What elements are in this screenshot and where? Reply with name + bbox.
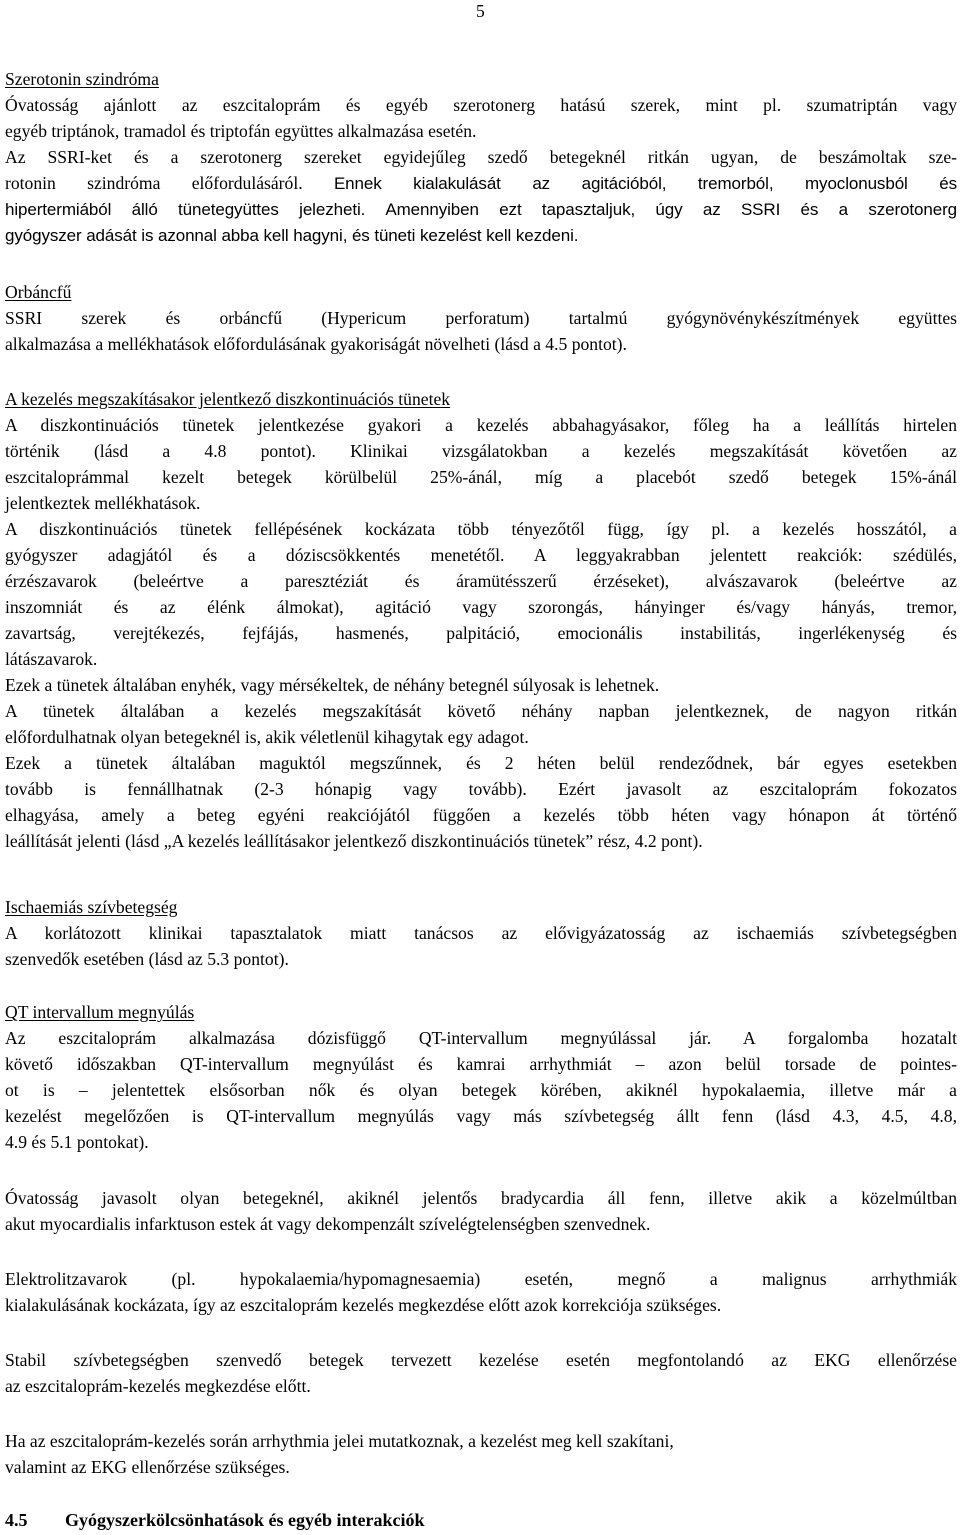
serotonin-line-4 [5, 172, 957, 195]
ekg-line-2: az eszcitaloprám-kezelés megkezdése előtt. [5, 1376, 311, 1396]
qt-heading: QT intervallum megnyúlás [5, 1002, 195, 1022]
qt-line-1: Az eszcitaloprám alkalmazása dózisfüggő QT-intervallum megnyúlással jár. A forgalomba hozatalt [5, 1028, 957, 1048]
bradycardia-line-2: akut myocardialis infarktuson estek át vagy dekompenzált szívelégtelenségben szenvednek. [5, 1214, 651, 1234]
ekg-line-1: Stabil szívbetegségben szenvedő betegek tervezett kezelése esetén megfontolandó az EKG ellenőrzése [5, 1350, 957, 1370]
discontinuation-line-14: Ezek a tünetek általában maguktól megszűnnek, és 2 héten belül rendeződnek, bár egyes esetekben [5, 753, 957, 773]
discontinuation-line-8: inszomniát és az élénk álmokat), agitáció vagy szorongás, hányinger és/vagy hányás, tremor, [5, 597, 957, 617]
discontinuation-line-9: zavartság, verejtékezés, fejfájás, hasmenés, palpitáció, emocionális instabilitás, ingerlékenység és [5, 623, 957, 643]
orbancfu-line-2: alkalmazása a mellékhatások előfordulásának gyakoriságát növelheti (lásd a 4.5 pontot). [5, 334, 627, 354]
bradycardia-line-1: Óvatosság javasolt olyan betegeknél, akiknél jelentős bradycardia áll fenn, illetve akik a közelmúltban [5, 1188, 957, 1208]
ischemic-line-2: szenvedők esetében (lásd az 5.3 pontot). [5, 949, 289, 969]
orbancfu-line-1: SSRI szerek és orbáncfű (Hypericum perforatum) tartalmú gyógynövénykészítmények együttes [5, 308, 957, 328]
discontinuation-line-3: eszcitaloprámmal kezelt betegek körülbelül 25%-ánál, míg a placebót szedő betegek 15%-ánál [5, 467, 957, 487]
serotonin-line-5b: Amennyiben ezt tapasztaljuk, úgy az SSRI és a szerotonerg [385, 200, 957, 219]
serotonin-line-6: gyógyszer adását is azonnal abba kell hagyni, és tüneti kezelést kell kezdeni. [5, 226, 579, 245]
electrolyte-line-2: kialakulásának kockázata, így az eszcitaloprám kezelés megkezdése előtt azok korrekciója szükséges. [5, 1295, 722, 1315]
discontinuation-line-6: gyógyszer adagjától és a dóziscsökkentés menetétől. A leggyakrabban jelentett reakciók: szédülés, [5, 545, 957, 565]
page-number: 5 [476, 1, 485, 21]
discontinuation-line-5: A diszkontinuációs tünetek fellépésének kockázata több tényezőtől függ, így pl. a kezelés hosszától, a [5, 519, 957, 539]
ischemic-line-1: A korlátozott klinikai tapasztalatok miatt tanácsos az elővigyázatosság az ischaemiás szívbetegségben [5, 923, 957, 943]
discontinuation-heading: A kezelés megszakításakor jelentkező diszkontinuációs tünetek [5, 389, 451, 409]
section-number: 4.5 [5, 1510, 28, 1530]
qt-line-5: 4.9 és 5.1 pontokat). [5, 1132, 149, 1152]
serotonin-line-4b: Ennek kialakulását az agitációból, tremorból, myoclonusból és [333, 174, 958, 193]
discontinuation-line-16: elhagyása, amely a beteg egyéni reakciójától függően a kezelés több héten vagy hónapon át történő [5, 805, 957, 825]
discontinuation-line-7: érzészavarok (beleértve a paresztéziát és áramütésszerű érzéseket), alvászavarok (beleértve az [5, 571, 957, 591]
arrhythmia-line-2: valamint az EKG ellenőrzése szükséges. [5, 1457, 290, 1477]
serotonin-line-5 [5, 198, 957, 221]
discontinuation-line-10: látászavarok. [5, 649, 98, 669]
serotonin-line-2: egyéb triptánok, tramadol és triptofán együttes alkalmazása esetén. [5, 121, 477, 141]
section-heading [5, 1508, 425, 1532]
ischemic-heading: Ischaemiás szívbetegség [5, 897, 178, 917]
discontinuation-line-17: leállítását jelenti (lásd „A kezelés leállításakor jelentkező diszkontinuációs tünetek” rész, 4.2 pont). [5, 831, 703, 851]
serotonin-line-5a: hipertermiából álló tünetegyüttes jelezheti. [5, 200, 366, 219]
discontinuation-line-1: A diszkontinuációs tünetek jelentkezése gyakori a kezelés abbahagyásakor, főleg ha a leállítás hirtelen [5, 415, 957, 435]
serotonin-line-1: Óvatosság ajánlott az eszcitaloprám és egyéb szerotonerg hatású szerek, mint pl. szumatriptán vagy [5, 95, 957, 115]
discontinuation-line-2: történik (lásd a 4.8 pontot). Klinikai vizsgálatokban a kezelés megszakítását követően az [5, 441, 957, 461]
discontinuation-line-11: Ezek a tünetek általában enyhék, vagy mérsékeltek, de néhány betegnél súlyosak is lehetnek. [5, 675, 660, 695]
discontinuation-line-12: A tünetek általában a kezelés megszakítását követő néhány napban jelentkeznek, de nagyon ritkán [5, 701, 957, 721]
orbancfu-heading: Orbáncfű [5, 282, 72, 302]
discontinuation-line-13: előfordulhatnak olyan betegeknél is, akik véletlenül kihagytak egy adagot. [5, 727, 529, 747]
serotonin-line-4a: rotonin szindróma előfordulásáról. [5, 173, 303, 193]
serotonin-line-3: Az SSRI-ket és a szerotonerg szereket egyidejűleg szedő betegeknél ritkán ugyan, de beszámoltak sze- [5, 147, 957, 167]
serotonin-heading: Szerotonin szindróma [5, 69, 159, 89]
qt-line-4: kezelést megelőzően is QT-intervallum megnyúlás vagy más szívbetegség állt fenn (lásd 4.3, 4.5, 4.8, [5, 1106, 957, 1126]
section-title: Gyógyszerkölcsönhatások és egyéb interakciók [65, 1510, 425, 1530]
discontinuation-line-15: tovább is fennállhatnak (2-3 hónapig vagy tovább). Ezért javasolt az eszcitaloprám fokozatos [5, 779, 957, 799]
qt-line-2: követő időszakban QT-intervallum megnyúlást és kamrai arrhythmiát – azon belül torsade de pointes- [5, 1054, 957, 1074]
qt-line-3: ot is – jelentettek elsősorban nők és olyan betegek körében, akiknél hypokalaemia, illetve már a [5, 1080, 957, 1100]
arrhythmia-line-1: Ha az eszcitaloprám-kezelés során arrhythmia jelei mutatkoznak, a kezelést meg kell szakítani, [5, 1431, 674, 1451]
electrolyte-line-1: Elektrolitzavarok (pl. hypokalaemia/hypomagnesaemia) esetén, megnő a malignus arrhythmiák [5, 1269, 957, 1289]
discontinuation-line-4: jelentkeztek mellékhatások. [5, 493, 201, 513]
